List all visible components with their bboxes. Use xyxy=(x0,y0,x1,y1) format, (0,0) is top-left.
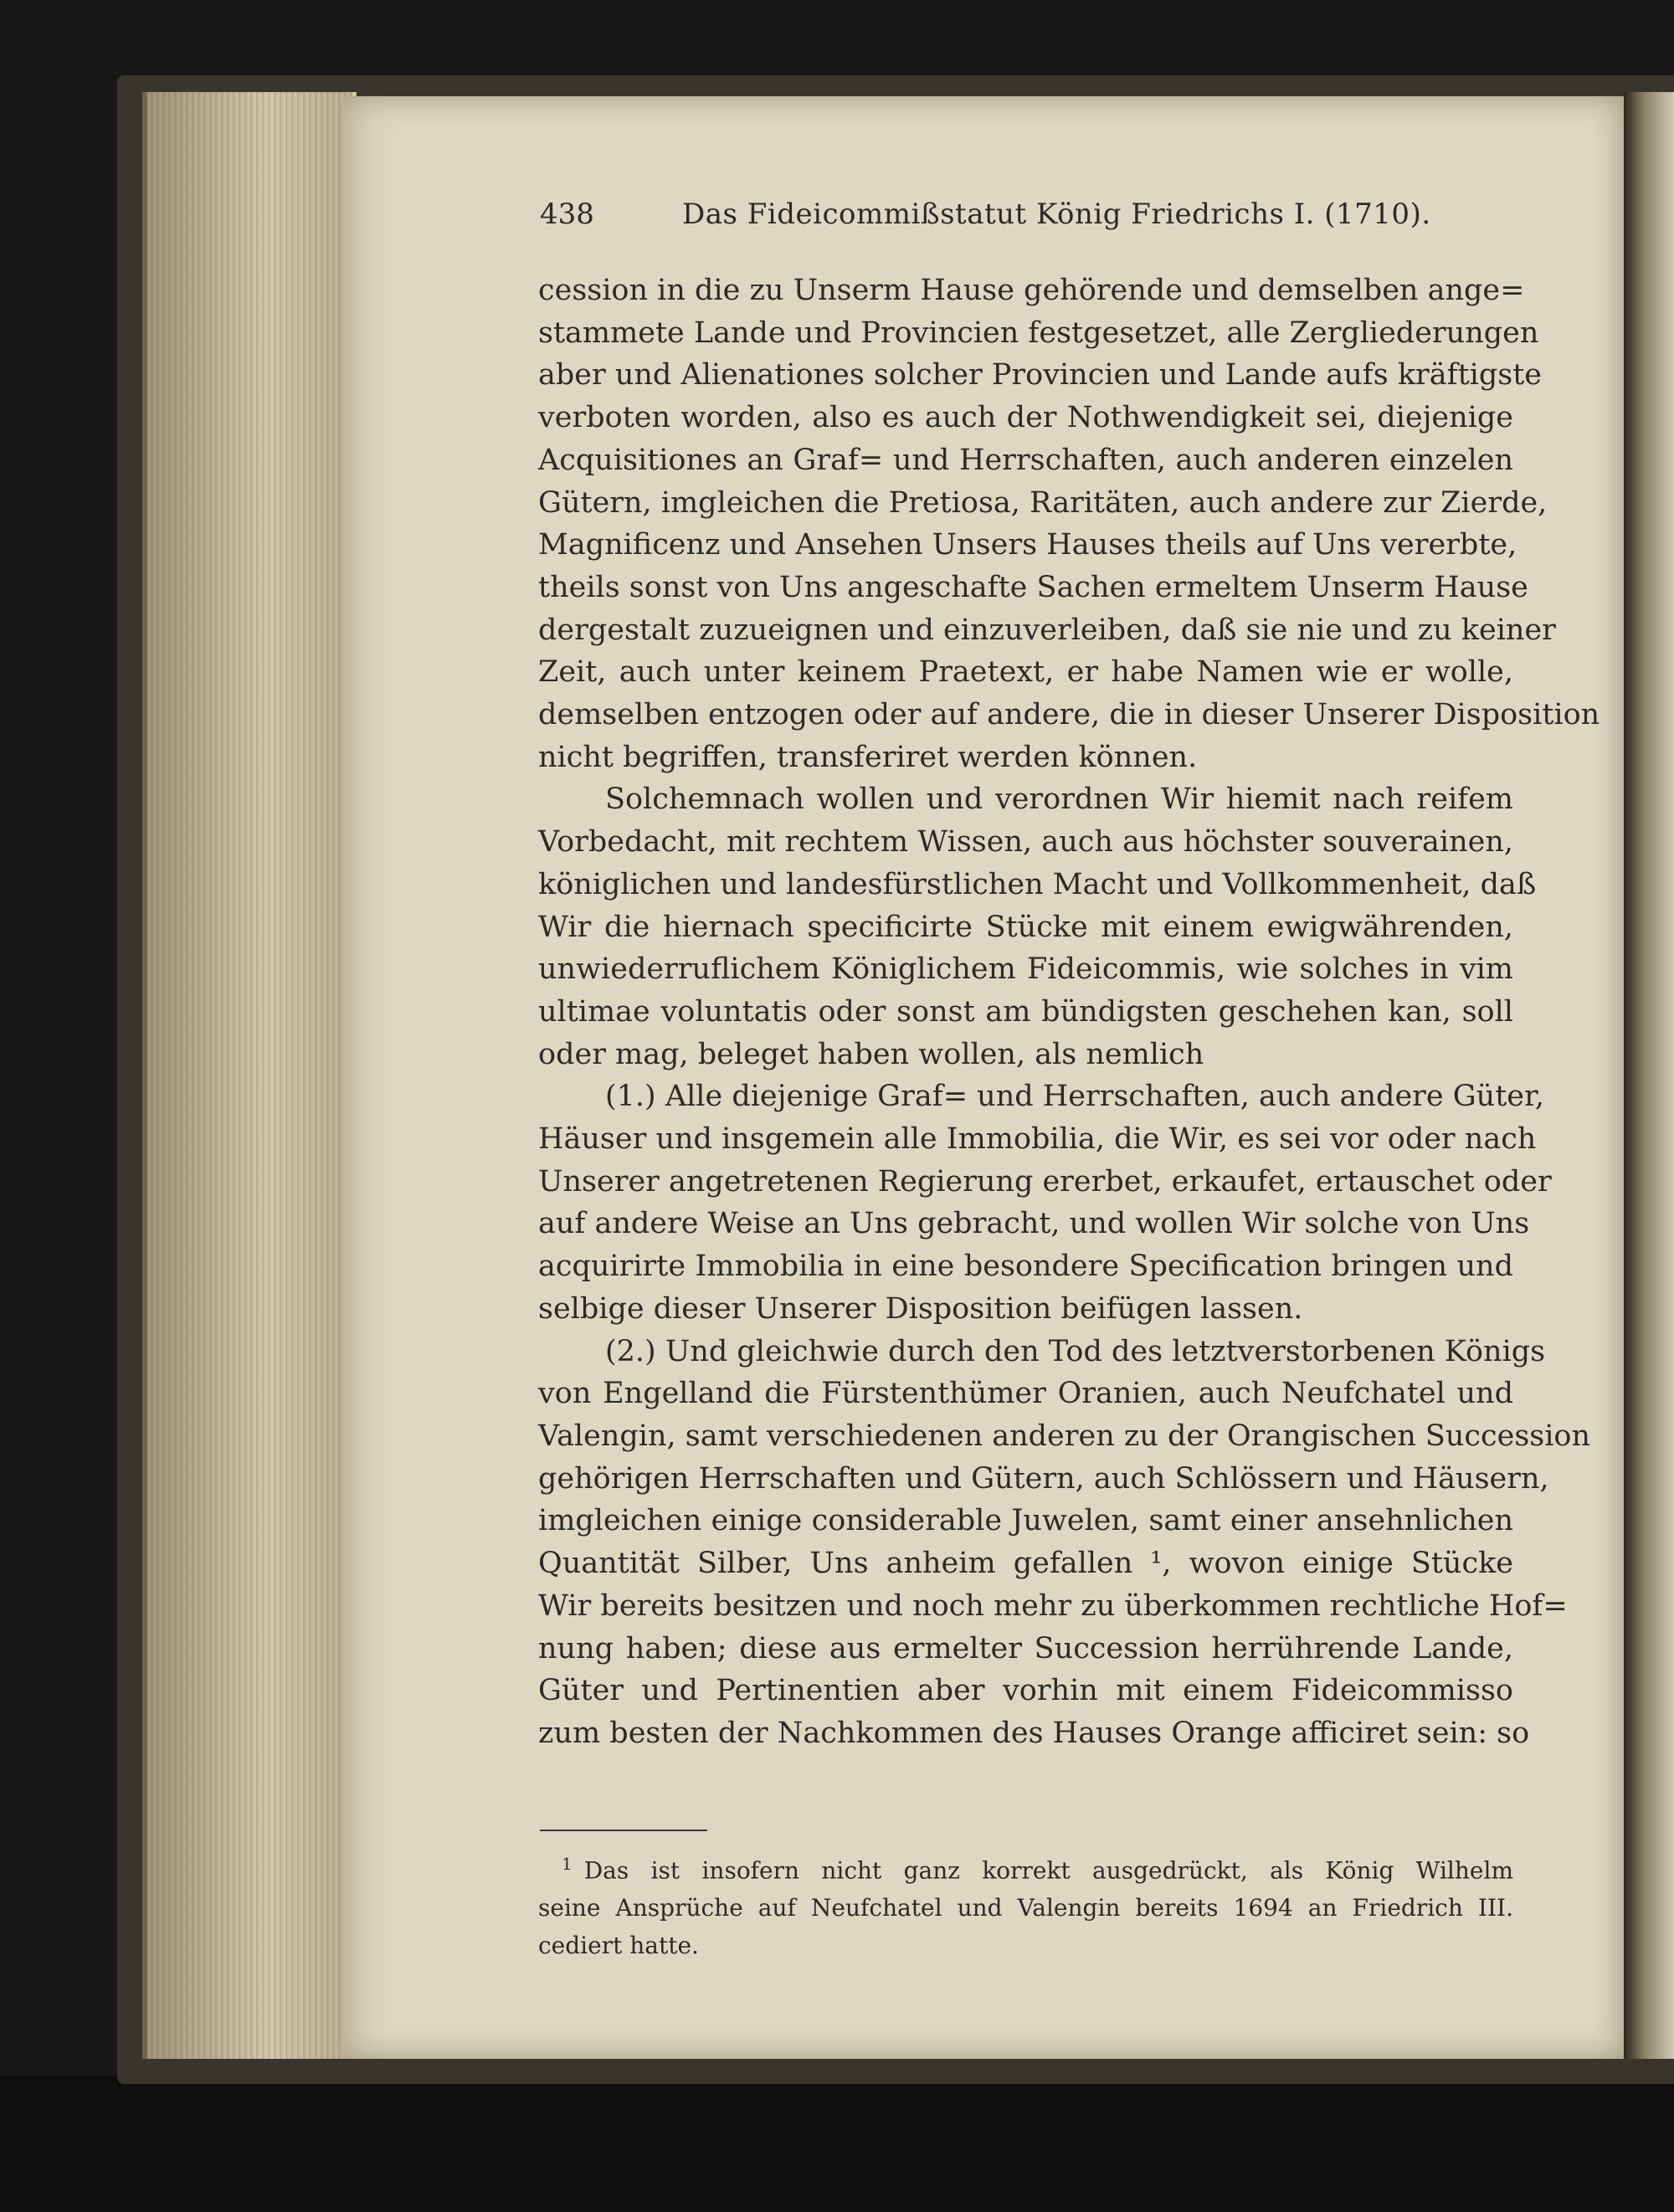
running-title: Das Fideicommißstatut König Friedrichs I. (1710). xyxy=(682,198,1431,231)
text-line: Acquisitiones an Graf= und Herrschaften, auch anderen einzelen xyxy=(538,443,1513,477)
text-line: königlichen und landesfürstlichen Macht und Vollkommenheit, daß xyxy=(538,867,1537,901)
footnote-line: cediert hatte. xyxy=(538,1932,699,1960)
text-line: zum besten der Nachkommen des Hauses Orange afficiret sein: so xyxy=(538,1716,1530,1750)
text-line: Magnificenz und Ansehen Unsers Hauses theils auf Uns vererbte, xyxy=(538,528,1517,562)
text-line: cession in die zu Unserm Hause gehörende und demselben ange= xyxy=(538,274,1525,307)
text-line: unwiederruflichem Königlichem Fideicommis, wie solches in vim xyxy=(538,952,1513,987)
text-line: Häuser und insgemein alle Immobilia, die Wir, es sei vor oder nach xyxy=(538,1122,1537,1157)
text-line: nicht begriffen, transferiret werden können. xyxy=(538,740,1198,774)
page-number: 438 xyxy=(540,198,594,231)
text-line: auf andere Weise an Uns gebracht, und wollen Wir solche von Uns xyxy=(538,1207,1530,1241)
footnote-line: seine Ansprüche auf Neufchatel und Valengin bereits 1694 an Friedrich III. xyxy=(538,1894,1513,1922)
footnote-marker: 1 xyxy=(562,1854,573,1874)
footnote xyxy=(538,1845,1513,1964)
text-line: ultimae voluntatis oder sonst am bündigsten geschehen kan, soll xyxy=(538,994,1513,1029)
text-line: Zeit, auch unter keinem Praetext, er habe Namen wie er wolle, xyxy=(538,655,1513,690)
body-text xyxy=(538,269,1600,1755)
text-line: Wir die hiernach specificirte Stücke mit einem ewigwährenden, xyxy=(538,910,1513,944)
text-line: Güter und Pertinentien aber vorhin mit einem Fideicommisso xyxy=(538,1674,1513,1708)
text-line: stammete Lande und Provincien festgesetzet, alle Zergliederungen xyxy=(538,316,1539,350)
text-line: imgleichen einige considerable Juwelen, samt einer ansehnlichen xyxy=(538,1504,1513,1538)
text-line: selbige dieser Unserer Disposition beifügen lassen. xyxy=(538,1291,1303,1326)
text-line: gehörigen Herrschaften und Gütern, auch Schlössern und Häusern, xyxy=(538,1461,1549,1496)
text-line: (1.) Alle diejenige Graf= und Herrschaften, auch andere Güter, xyxy=(605,1080,1545,1114)
text-line: acquirirte Immobilia in eine besondere Specification bringen und xyxy=(538,1250,1513,1284)
background-bottom xyxy=(0,2076,1674,2212)
text-line: Solchemnach wollen und verordnen Wir hiemit nach reifem xyxy=(605,783,1513,817)
text-line: dergestalt zuzueignen und einzuverleiben, daß sie nie und zu keiner xyxy=(538,613,1556,647)
page-edges-shade xyxy=(142,92,352,2059)
text-line: Unserer angetretenen Regierung ererbet, erkaufet, ertauschet oder xyxy=(538,1164,1552,1198)
text-line: (2.) Und gleichwie durch den Tod des letztverstorbenen Königs xyxy=(605,1334,1546,1368)
footnote-divider xyxy=(540,1830,707,1831)
text-line: Wir bereits besitzen und noch mehr zu überkommen rechtliche Hof= xyxy=(538,1588,1568,1623)
text-line: theils sonst von Uns angeschafte Sachen ermeltem Unserm Hause xyxy=(538,570,1528,604)
book-gutter xyxy=(1624,92,1674,2059)
text-line: Gütern, imgleichen die Pretiosa, Raritäten, auch andere zur Zierde, xyxy=(538,485,1548,520)
text-line: verboten worden, also es auch der Nothwendigkeit sei, diejenige xyxy=(538,401,1513,435)
footnote-text: Das ist insofern nicht ganz korrekt ausgedrückt, als König Wilhelm xyxy=(583,1856,1513,1885)
text-line: Quantität Silber, Uns anheim gefallen ¹, wovon einige Stücke xyxy=(538,1547,1513,1581)
text-line: demselben entzogen oder auf andere, die in dieser Unserer Disposition xyxy=(538,698,1600,732)
text-line: nung haben; diese aus ermelter Succession herrührende Lande, xyxy=(538,1631,1513,1665)
text-line: oder mag, beleget haben wollen, als nemlich xyxy=(538,1037,1204,1071)
text-line: von Engelland die Fürstenthümer Oranien, auch Neufchatel und xyxy=(538,1377,1513,1411)
text-line: Vorbedacht, mit rechtem Wissen, auch aus höchster souverainen, xyxy=(538,825,1513,860)
footnote-line xyxy=(538,1845,1513,1889)
page-header xyxy=(540,198,1431,239)
text-line: aber und Alienationes solcher Provincien und Lande aufs kräftigste xyxy=(538,358,1543,393)
text-line: Valengin, samt verschiedenen anderen zu der Orangischen Succession xyxy=(538,1419,1591,1453)
